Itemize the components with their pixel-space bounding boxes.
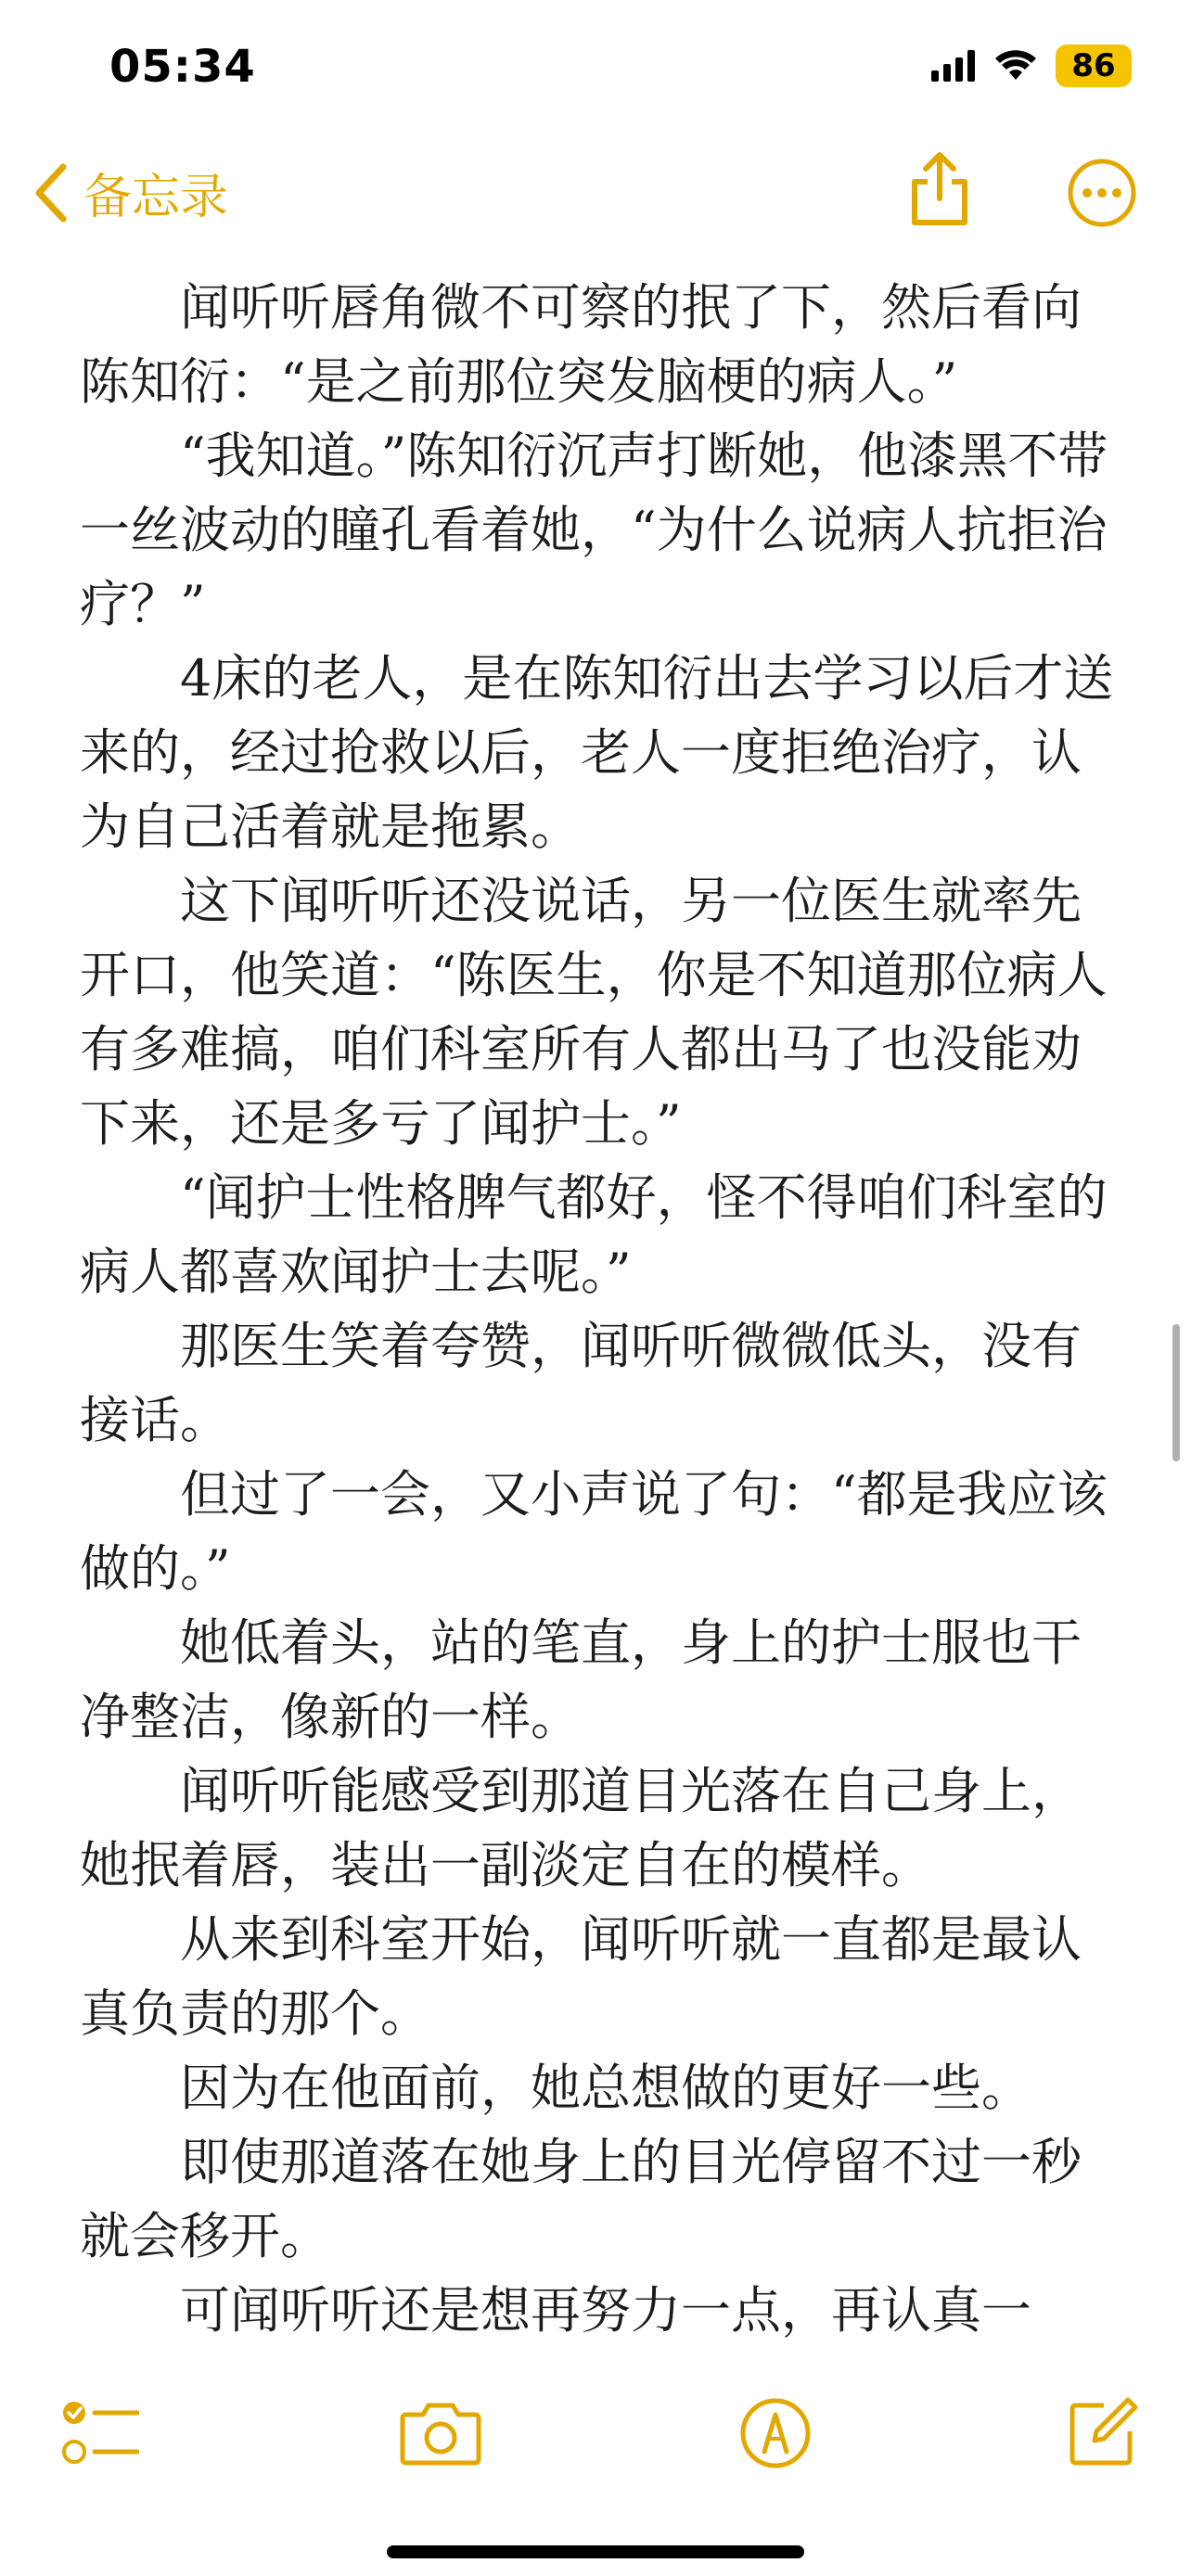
note-paragraph: 可闻听听还是想再努力一点，再认真一 [180,2281,1031,2340]
cellular-signal-icon [931,50,976,82]
note-paragraph: 4床的老人，是在陈知衍出去学习以后才送来的，经过抢救以后，老人一度拒绝治疗，认为自己活着就是拖累。 [80,649,1114,856]
note-paragraph: 闻听听唇角微不可察的抿了下，然后看向陈知衍：“是之前那位突发脑梗的病人。” [80,278,1082,411]
note-paragraph: 因为在他面前，她总想做的更好一些。 [180,2059,1031,2117]
markup-icon [738,2396,813,2470]
note-paragraph: 从来到科室开始，闻听听就一直都是最认真负责的那个。 [80,1910,1082,2043]
checklist-button[interactable] [59,2396,139,2474]
note-paragraph: 这下闻听听还没说话，另一位医生就率先开口，他笑道：“陈医生，你是不知道那位病人有多难搞，咱们科室所有人都出马了也没能劝下来，还是多亏了闻护士。” [80,872,1108,1153]
status-icons [931,45,1132,87]
chevron-left-icon [33,163,70,223]
camera-icon [399,2396,482,2468]
note-paragraph: “我知道。”陈知衍沉声打断她，他漆黑不带一丝波动的瞳孔看着她，“为什么说病人抗拒治疗？” [80,427,1108,633]
back-button[interactable] [33,158,228,227]
share-button[interactable] [907,150,972,232]
camera-button[interactable] [399,2396,482,2472]
markup-button[interactable] [738,2396,813,2474]
more-button[interactable] [1067,158,1137,232]
bottom-toolbar [0,2374,1191,2494]
more-icon [1067,158,1137,228]
home-indicator[interactable] [387,2545,804,2558]
note-paragraph: 即使那道落在她身上的目光停留不过一秒就会移开。 [80,2133,1082,2265]
scroll-indicator[interactable] [1172,1324,1180,1461]
status-time: 05:34 [109,41,256,93]
note-paragraph: 那医生笑着夸赞，闻听听微微低头，没有接话。 [80,1317,1082,1449]
compose-button[interactable] [1067,2396,1139,2472]
note-paragraph: 她低着头，站的笔直，身上的护士服也干净整洁，像新的一样。 [80,1613,1082,1746]
note-paragraph: 闻听听能感受到那道目光落在自己身上，她抿着唇，装出一副淡定自在的模样。 [80,1762,1082,1894]
note-paragraph: 但过了一会，又小声说了句：“都是我应该做的。” [80,1465,1108,1598]
battery-icon [1056,45,1132,87]
share-icon [907,150,972,228]
checklist-icon [59,2396,139,2470]
note-paragraph: “闻护士性格脾气都好，怪不得咱们科室的病人都喜欢闻护士去呢。” [80,1168,1108,1301]
compose-icon [1067,2396,1139,2468]
nav-bar [0,139,1191,241]
back-label: 备忘录 [83,170,229,225]
battery-level: 86 [1071,47,1116,84]
wifi-icon [994,50,1037,82]
note-body[interactable] [80,271,1119,2348]
status-bar [0,0,1191,121]
